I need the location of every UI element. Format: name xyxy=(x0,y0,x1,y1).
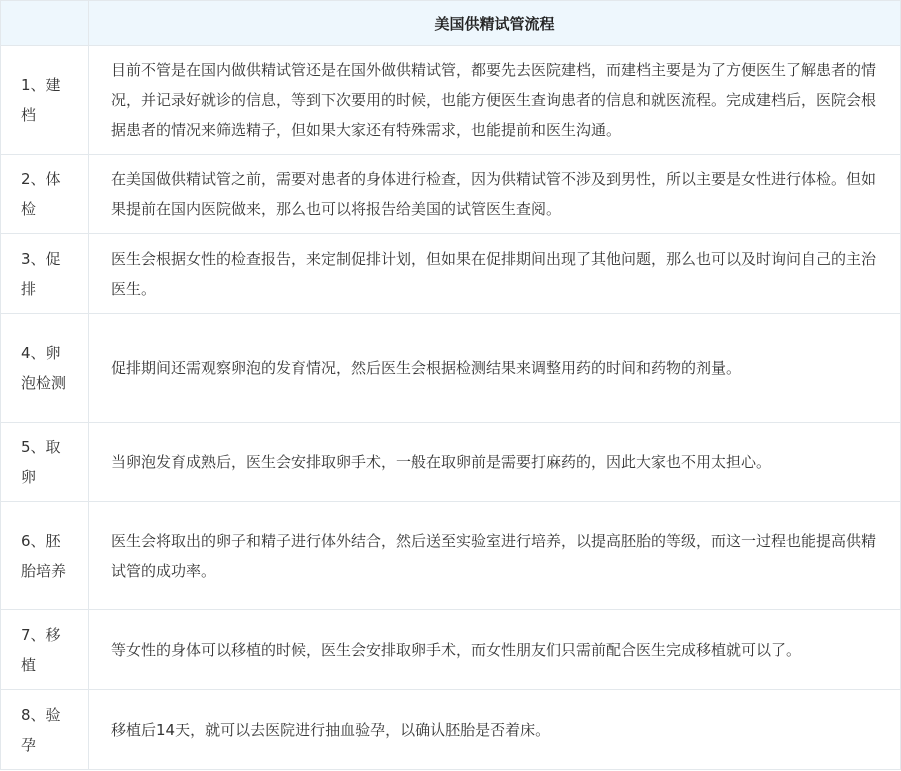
table-row xyxy=(1,502,901,610)
table-row xyxy=(1,610,901,690)
step-description: 当卵泡发育成熟后，医生会安排取卵手术，一般在取卵前是需要打麻药的，因此大家也不用太担心。 xyxy=(89,423,901,502)
step-description: 移植后14天，就可以去医院进行抽血验孕，以确认胚胎是否着床。 xyxy=(89,690,901,770)
step-label: 2、体检 xyxy=(1,155,89,234)
step-label: 5、取卵 xyxy=(1,423,89,502)
step-label: 4、卵泡检测 xyxy=(1,314,89,423)
step-description: 医生会根据女性的检查报告，来定制促排计划，但如果在促排期间出现了其他问题，那么也可以及时询问自己的主治医生。 xyxy=(89,234,901,314)
table-row xyxy=(1,314,901,423)
header-empty-cell xyxy=(1,1,89,46)
table-row xyxy=(1,234,901,314)
table-row xyxy=(1,690,901,770)
step-description: 医生会将取出的卵子和精子进行体外结合，然后送至实验室进行培养，以提高胚胎的等级，而这一过程也能提高供精试管的成功率。 xyxy=(89,502,901,610)
table-row xyxy=(1,155,901,234)
table-row xyxy=(1,423,901,502)
step-label: 7、移植 xyxy=(1,610,89,690)
step-label: 3、促排 xyxy=(1,234,89,314)
table-header-row xyxy=(1,1,901,46)
table-title: 美国供精试管流程 xyxy=(89,1,901,46)
step-description: 等女性的身体可以移植的时候，医生会安排取卵手术，而女性朋友们只需前配合医生完成移植就可以了。 xyxy=(89,610,901,690)
step-description: 促排期间还需观察卵泡的发育情况，然后医生会根据检测结果来调整用药的时间和药物的剂量。 xyxy=(89,314,901,423)
step-label: 8、验孕 xyxy=(1,690,89,770)
table-row xyxy=(1,46,901,155)
step-label: 1、建档 xyxy=(1,46,89,155)
step-description: 目前不管是在国内做供精试管还是在国外做供精试管，都要先去医院建档，而建档主要是为了方便医生了解患者的情况，并记录好就诊的信息，等到下次要用的时候，也能方便医生查询患者的信息和就医流程。完成建档后，医院会根据患者的情况来筛选精子，但如果大家还有特殊需求，也能提前和医生沟通。 xyxy=(89,46,901,155)
step-description: 在美国做供精试管之前，需要对患者的身体进行检查，因为供精试管不涉及到男性，所以主要是女性进行体检。但如果提前在国内医院做来，那么也可以将报告给美国的试管医生查阅。 xyxy=(89,155,901,234)
step-label: 6、胚胎培养 xyxy=(1,502,89,610)
